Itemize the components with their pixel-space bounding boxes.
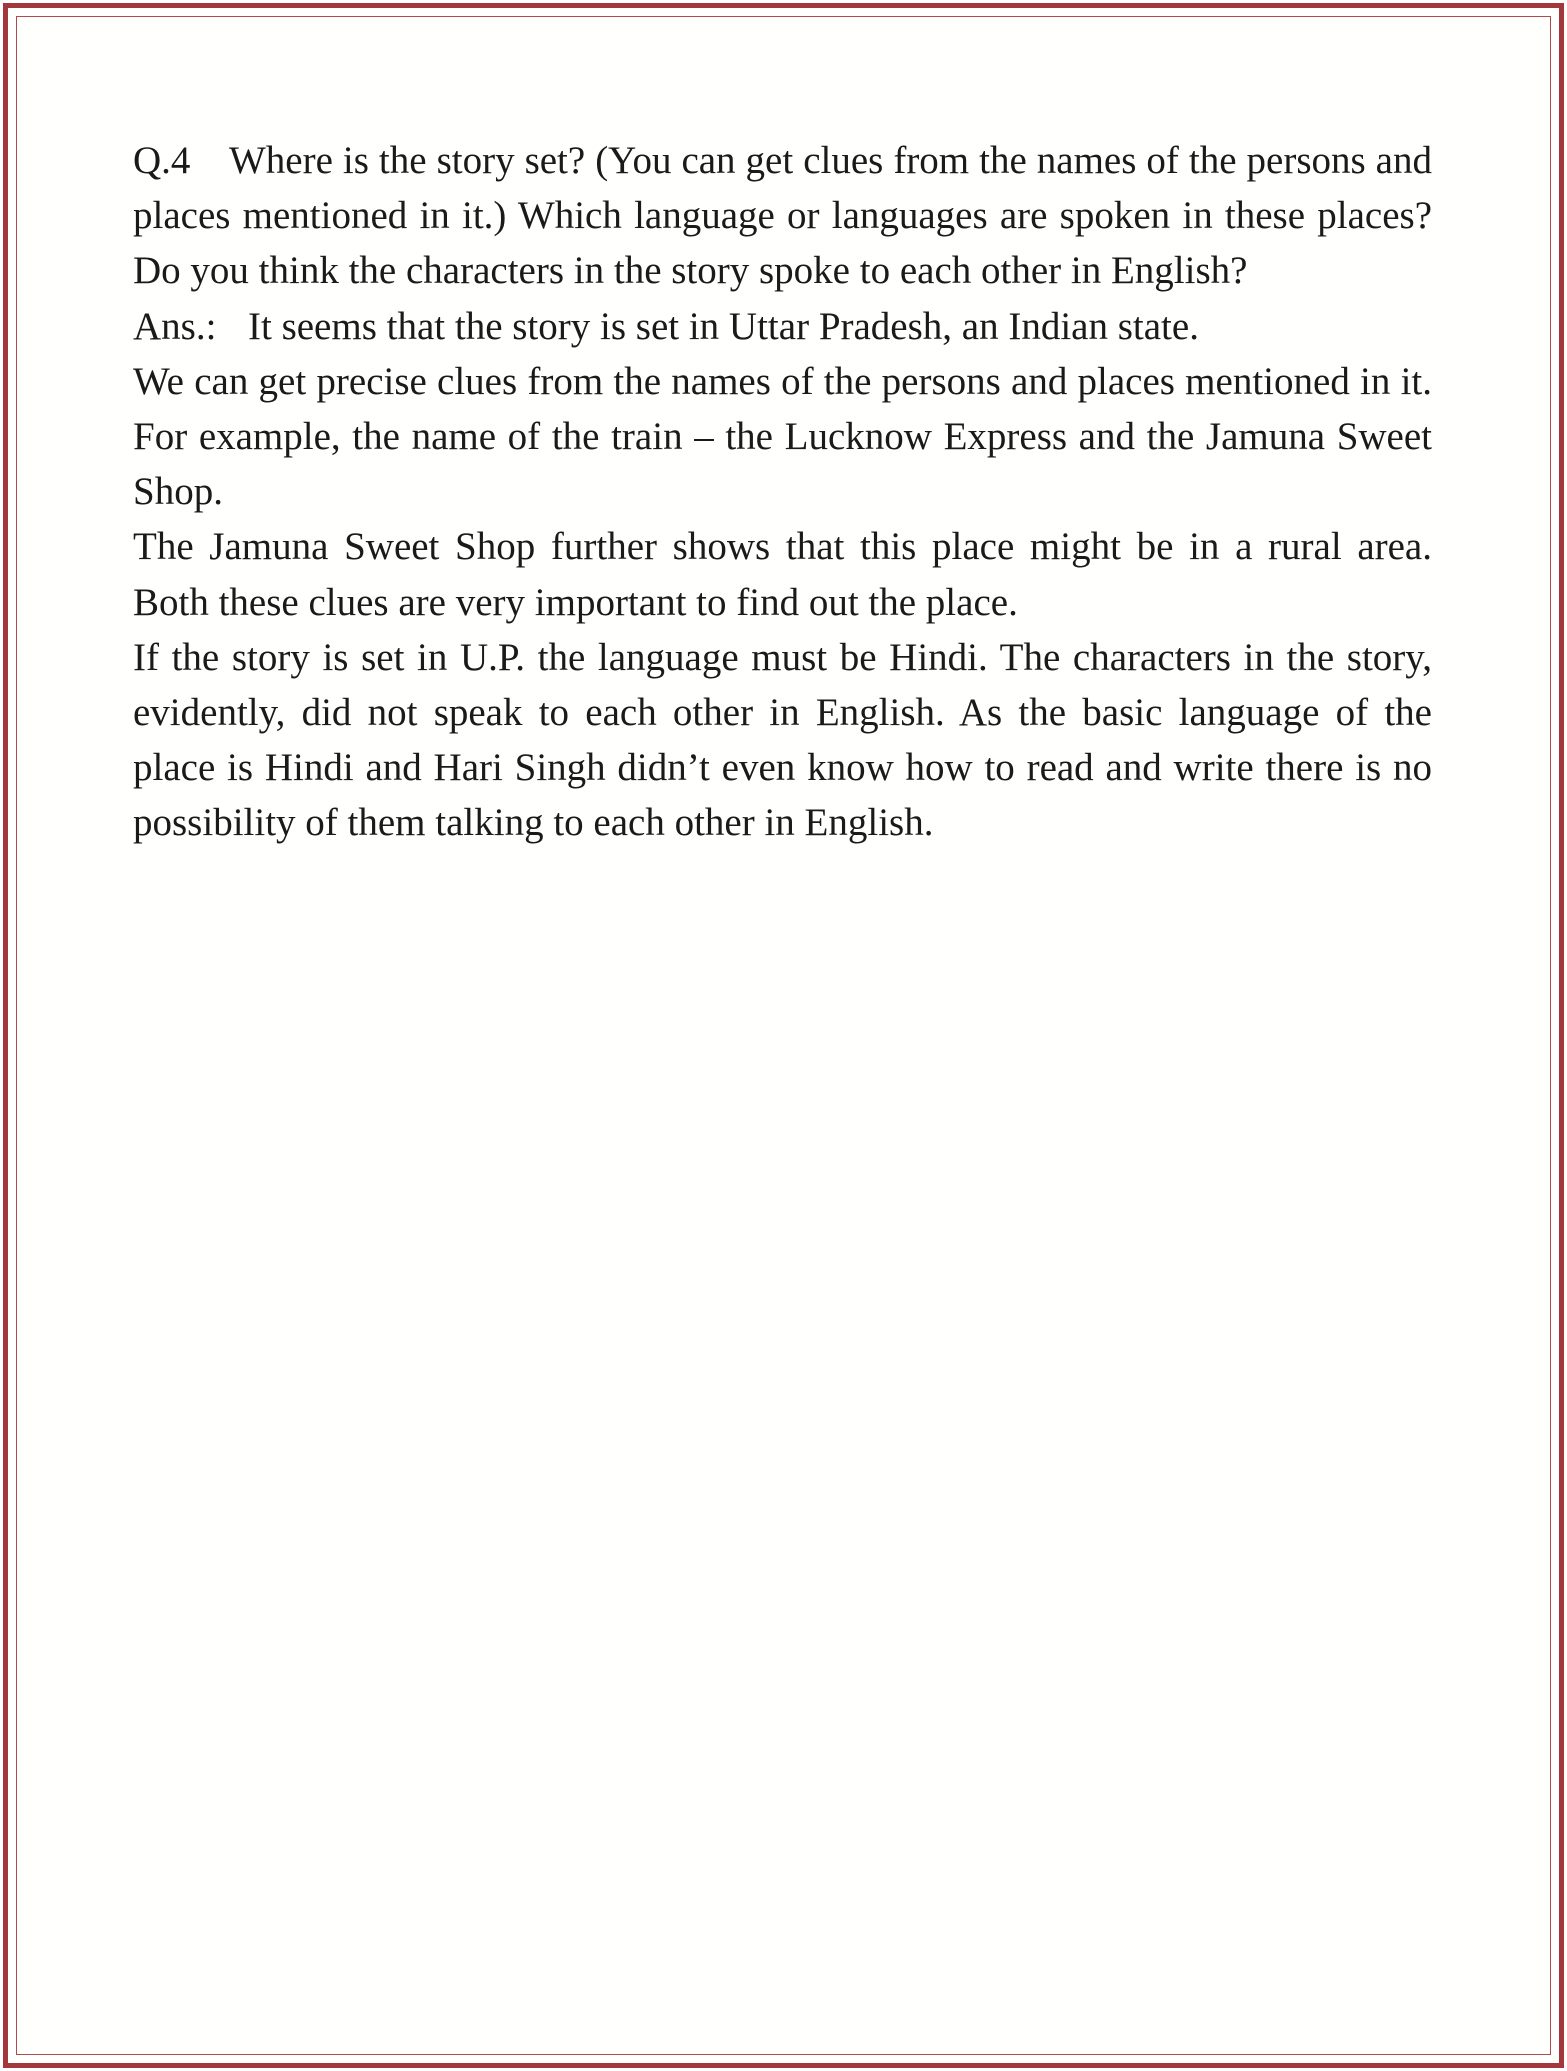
answer-first-paragraph xyxy=(133,299,1432,354)
answer-paragraph-2: The Jamuna Sweet Shop further shows that this place might be in a rural area. Both these clues are very important to find out the place. xyxy=(133,525,1432,624)
answer-first-line: It seems that the story is set in Uttar Pradesh, an Indian state. xyxy=(248,304,1199,348)
question-paragraph xyxy=(133,133,1432,299)
answer-paragraph-1: We can get precise clues from the names of the persons and places mentioned in it. For example, the name of the train – the Lucknow Express and the Jamuna Sweet Shop. xyxy=(133,359,1432,514)
question-label: Q.4 xyxy=(133,139,191,182)
document-body xyxy=(133,133,1432,851)
question-text: Where is the story set? (You can get clues from the names of the persons and places mentioned in it.) Which language or languages are spoken in these places? Do you think the characters in the story spoke to each other in English? xyxy=(133,139,1432,293)
answer-label: Ans.: xyxy=(133,304,217,348)
answer-paragraph-3: If the story is set in U.P. the language must be Hindi. The characters in the story, evidently, did not speak to each other in English. As the basic language of the place is Hindi and Hari Singh didn’t even know how to read and write there is no possibility of them talking to each other in English. xyxy=(133,635,1432,845)
